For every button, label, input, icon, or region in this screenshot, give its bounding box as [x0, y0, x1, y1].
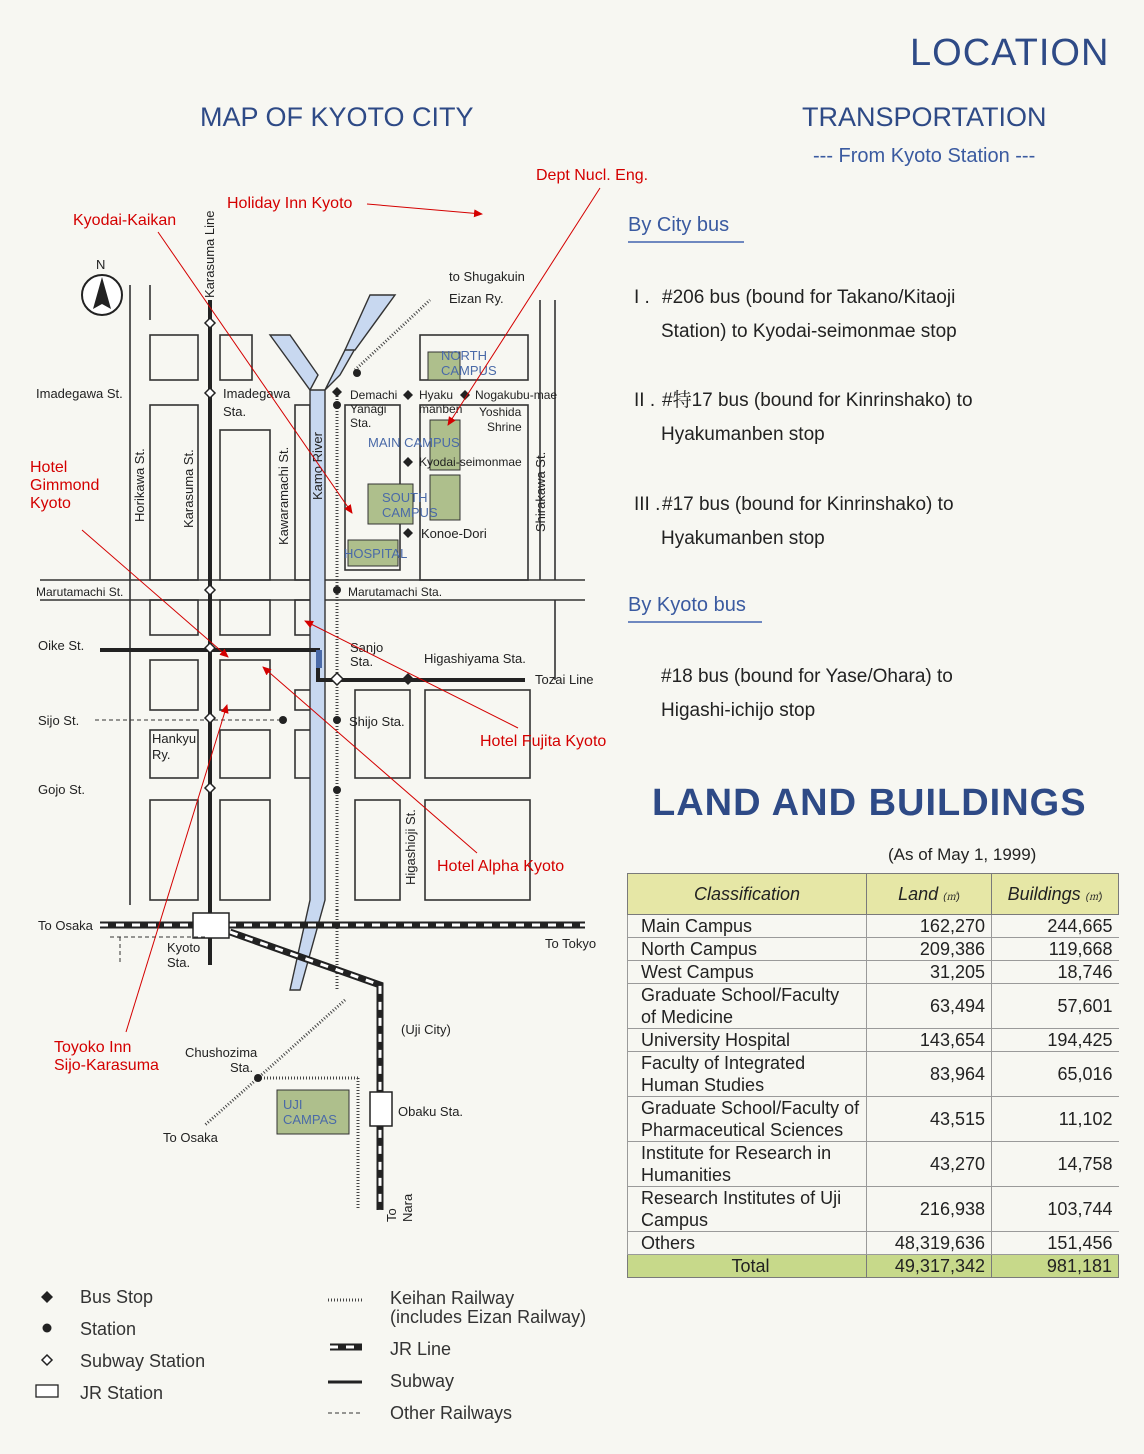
column-header: Classification [628, 874, 867, 915]
city-block [150, 660, 198, 710]
south-campus-label: SOUTH [382, 490, 428, 505]
legend-other-railways: Other Railways [390, 1403, 513, 1423]
hotel-alpha-label: Hotel Alpha Kyoto [437, 858, 565, 875]
map-title: MAP OF KYOTO CITY [200, 102, 474, 132]
holiday-inn-label: Holiday Inn Kyoto [227, 195, 353, 212]
oike-st-label: Oike St. [38, 638, 85, 653]
buildings-cell: 18,746 [992, 961, 1119, 984]
route-text: Higashi-ichijo stop [661, 700, 816, 721]
route-text: Hyakumanben stop [661, 528, 825, 549]
land-cell: 63,494 [867, 984, 992, 1029]
shijo-sta-label: Shijo Sta. [349, 714, 405, 729]
hankyu-label: Ry. [152, 747, 171, 762]
bus-stop-icon [41, 1291, 53, 1303]
to-nara-label: Nara [400, 1193, 415, 1222]
route-text: #特17 bus (bound for Kinrinshako) to [662, 390, 973, 411]
city-block [425, 800, 530, 900]
main-campus-label: MAIN CAMPUS [368, 435, 460, 450]
bus-stop-icon [403, 528, 413, 538]
classification-cell: Institute for Research in Humanities [628, 1142, 867, 1187]
classification-cell: Faculty of Integrated Human Studies [628, 1052, 867, 1097]
route-text: #206 bus (bound for Takano/Kitaoji [662, 287, 956, 308]
to-nara-label: To [384, 1208, 399, 1222]
station-icon [353, 369, 361, 377]
bus-stop-icon [332, 387, 342, 397]
legend-jr-line: JR Line [390, 1339, 452, 1359]
hotel-gimmond-label: Gimmond [30, 477, 100, 494]
buildings-cell: 57,601 [992, 984, 1119, 1029]
city-block [150, 335, 198, 380]
jr-station-icon [36, 1385, 58, 1397]
hospital-label: HOSPITAL [344, 546, 408, 561]
obaku-sta-label: Obaku Sta. [398, 1104, 464, 1119]
to-tokyo-label: To Tokyo [545, 936, 597, 951]
from-kyoto-station: --- From Kyoto Station --- [813, 145, 1036, 167]
city-block [150, 600, 198, 635]
total-buildings-cell: 981,181 [992, 1255, 1119, 1278]
buildings-cell: 244,665 [992, 915, 1119, 938]
demachi-label: Demachi [350, 388, 398, 402]
marutamachi-st-label: Marutamachi St. [36, 585, 124, 599]
uji-campus-label: CAMPAS [283, 1112, 337, 1127]
gojo-st-label: Gojo St. [38, 782, 85, 797]
city-block [150, 800, 198, 900]
sanjo-sta-label: Sanjo [350, 640, 384, 655]
marutamachi-sta-label: Marutamachi Sta. [348, 585, 443, 599]
shugakuin-label: to Shugakuin [449, 269, 525, 284]
transportation-heading: TRANSPORTATION [802, 102, 1047, 132]
buildings-cell: 103,744 [992, 1187, 1119, 1232]
subway-station-icon [205, 713, 215, 723]
karasuma-line-label: Karasuma Line [202, 210, 217, 298]
station-icon [333, 401, 341, 409]
kyoto-sta-label: Sta. [167, 955, 191, 970]
buildings-cell: 151,456 [992, 1232, 1119, 1255]
subway-station-icon [205, 388, 215, 398]
demachi-label: Yanagi [350, 402, 387, 416]
column-header: Buildings (㎡) [992, 874, 1119, 915]
bus-stop-icon [403, 457, 413, 467]
hotel-fujita-label: Hotel Fujita Kyoto [480, 733, 607, 750]
to-osaka-label: To Osaka [38, 918, 93, 933]
north-arrow-icon [82, 257, 122, 315]
yoshida-label: Yoshida [479, 405, 522, 419]
station-icon [279, 716, 287, 724]
eizan-label: Eizan Ry. [449, 291, 504, 306]
classification-cell: Others [628, 1232, 867, 1255]
campus-areas [277, 352, 463, 1134]
chushozima-label: Chushozima [185, 1045, 258, 1060]
kyoto-bus-heading: By Kyoto bus [628, 594, 762, 623]
hotel-gimmond-label: Kyoto [30, 495, 71, 512]
subway-station-icon [331, 673, 343, 685]
location-heading: LOCATION [910, 32, 1110, 74]
station-icon [254, 1074, 262, 1082]
as-of-date: (As of May 1, 1999) [888, 845, 1037, 864]
city-block [220, 430, 270, 580]
land-cell: 48,319,636 [867, 1232, 992, 1255]
classification-cell: North Campus [628, 938, 867, 961]
subway-station-icon [205, 783, 215, 793]
legend-keihan: Keihan Railway (includes Eizan Railway) [390, 1288, 587, 1327]
buildings-cell: 11,102 [992, 1097, 1119, 1142]
north-campus-label: CAMPUS [441, 363, 497, 378]
imadegawa-sta-label: Sta. [223, 404, 247, 419]
subway-station-icon [42, 1355, 52, 1365]
kyoto-sta-label: Kyoto [167, 940, 201, 955]
land-cell: 209,386 [867, 938, 992, 961]
horikawa-st-label: Horikawa St. [132, 448, 147, 522]
kamo-river-label: Kamo River [310, 432, 325, 500]
subway-station-icon [205, 318, 215, 328]
tozai-line-label: Tozai Line [535, 672, 594, 687]
land-cell: 43,270 [867, 1142, 992, 1187]
sijo-st-label: Sijo St. [38, 713, 80, 728]
imadegawa-sta-label: Imadegawa [223, 386, 291, 401]
station-icon [333, 786, 341, 794]
subway-station-icon [205, 585, 215, 595]
city-block [220, 660, 270, 710]
route-text: Hyakumanben stop [661, 424, 825, 445]
land-cell: 216,938 [867, 1187, 992, 1232]
kyodai-kaikan-label: Kyodai-Kaikan [73, 212, 177, 229]
station-icon [43, 1324, 52, 1333]
uji-campus-label: UJI [283, 1097, 303, 1112]
classification-cell: West Campus [628, 961, 867, 984]
classification-cell: Main Campus [628, 915, 867, 938]
classification-cell: Research Institutes of Uji Campus [628, 1187, 867, 1232]
station-icon [333, 716, 341, 724]
buildings-cell: 119,668 [992, 938, 1119, 961]
toyoko-inn-label: Toyoko Inn [54, 1039, 132, 1056]
toyoko-inn-label: Sijo-Karasuma [54, 1057, 159, 1074]
dept-nucl-eng-label: Dept Nucl. Eng. [536, 167, 649, 184]
land-cell: 83,964 [867, 1052, 992, 1097]
jr-station-kyoto [193, 913, 229, 938]
land-cell: 143,654 [867, 1029, 992, 1052]
total-land-cell: 49,317,342 [867, 1255, 992, 1278]
north-campus-label: NORTH [441, 348, 487, 363]
city-block [220, 335, 252, 380]
jr-station-obaku [370, 1092, 392, 1126]
classification-cell: Graduate School/Faculty of Medicine [628, 984, 867, 1029]
city-block [220, 600, 270, 635]
total-name-cell: Total [628, 1255, 867, 1278]
legend-bus-stop: Bus Stop [80, 1287, 154, 1307]
yoshida-label: Shrine [487, 420, 522, 434]
land-cell: 31,205 [867, 961, 992, 984]
karasuma-st-label: Karasuma St. [181, 449, 196, 528]
route-text: #17 bus (bound for Kinrinshako) to [662, 494, 954, 515]
city-block [220, 730, 270, 778]
imadegawa-st-label: Imadegawa St. [36, 386, 123, 401]
classification-cell: University Hospital [628, 1029, 867, 1052]
north-label: N [96, 257, 106, 272]
route-number: II . [634, 390, 656, 411]
kawaramachi-st-label: Kawaramachi St. [276, 446, 291, 545]
land-buildings-title: LAND AND BUILDINGS [652, 782, 1087, 824]
hyakumanben-label: Hyaku [419, 388, 454, 402]
column-header: Land (㎡) [867, 874, 992, 915]
higashioji-st-label: Higashioji St. [403, 809, 418, 885]
legend-station: Station [80, 1319, 137, 1339]
bus-stop-icon [403, 390, 413, 400]
buildings-cell: 65,016 [992, 1052, 1119, 1097]
buildings-cell: 14,758 [992, 1142, 1119, 1187]
station-icon [333, 586, 341, 594]
hotel-gimmond-label: Hotel [30, 459, 68, 476]
route-number: III . [634, 494, 661, 515]
city-block [355, 800, 400, 900]
kyodai-seimonmae-label: Kyodai-seimonmae [419, 455, 522, 469]
city-block [355, 690, 410, 778]
classification-cell: Graduate School/Faculty of Pharmaceutical Sciences [628, 1097, 867, 1142]
legend-subway: Subway [390, 1371, 455, 1391]
city-block [220, 800, 270, 900]
hyakumanben-label: manben [419, 402, 463, 416]
legend-jr-station: JR Station [80, 1383, 164, 1403]
city-bus-heading: By City bus [628, 214, 744, 243]
land-cell: 162,270 [867, 915, 992, 938]
south-campus-label: CAMPUS [382, 505, 438, 520]
chushozima-label: Sta. [230, 1060, 254, 1075]
to-osaka-label: To Osaka [163, 1130, 218, 1145]
shirakawa-st-label: Shirakawa St. [533, 451, 548, 532]
demachi-label: Sta. [350, 416, 372, 430]
legend-subway-station: Subway Station [80, 1351, 206, 1371]
route-text: #18 bus (bound for Yase/Ohara) to [661, 666, 953, 687]
land-cell: 43,515 [867, 1097, 992, 1142]
hankyu-label: Hankyu [152, 731, 197, 746]
sanjo-sta-label: Sta. [350, 654, 374, 669]
konoe-dori-label: Konoe-Dori [421, 526, 487, 541]
route-number: I . [634, 287, 650, 308]
buildings-cell: 194,425 [992, 1029, 1119, 1052]
nogakubu-label: Nogakubu-mae [475, 388, 558, 402]
higashiyama-sta-label: Higashiyama Sta. [424, 651, 526, 666]
route-text: Station) to Kyodai-seimonmae stop [661, 321, 957, 342]
uji-city-label: (Uji City) [401, 1022, 451, 1037]
city-block [295, 405, 310, 580]
